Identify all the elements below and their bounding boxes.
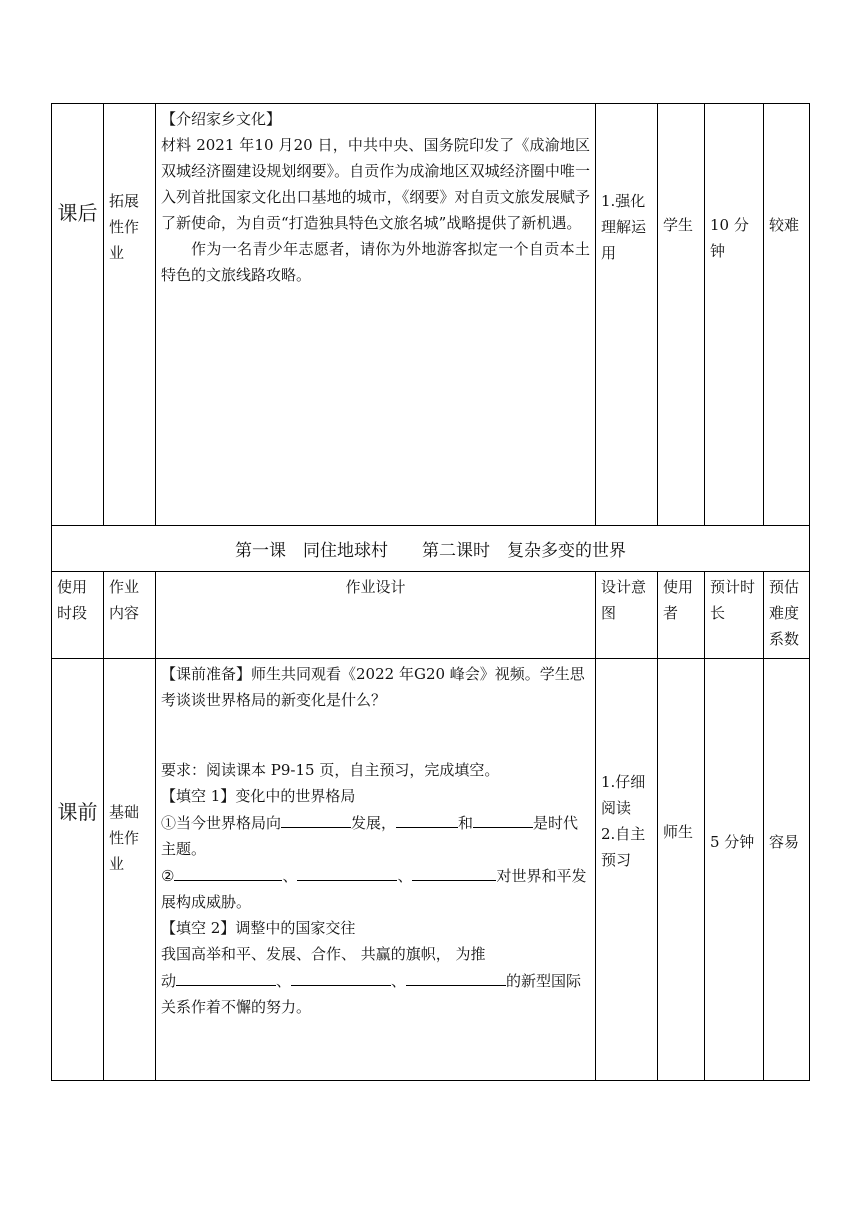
material-paragraph: 材料 2021 年10 月20 日，中共中央、国务院印发了《成渝地区双城经济圈建设规划纲要》。自贡作为成渝地区双城经济圈中唯一入列首批国家文化出口基地的城市，《纲要》对自贡文旅发展赋予了新使命，为自贡“打造独具特色文旅名城”战略提供了新机遇。 <box>161 136 590 232</box>
design-cell <box>156 659 596 1081</box>
fill2-heading: 【填空 2】 <box>161 919 236 937</box>
difficulty-cell <box>764 104 810 526</box>
fill1-question1 <box>161 809 590 862</box>
blank-field[interactable] <box>396 809 458 828</box>
blank-field[interactable] <box>297 862 397 881</box>
fill2-text-c: 的新型国际关系作着不懈的努力。 <box>161 972 582 1016</box>
after-class-row <box>52 104 810 526</box>
header-row <box>52 572 810 659</box>
user-text: 学生 <box>663 216 694 234</box>
fill2-text-line1: 我国高举和平、发展、合作、 共赢的旗帜， 为推 <box>161 945 486 963</box>
difficulty-text: 容易 <box>769 833 800 851</box>
category-text: 基础性作业 <box>109 803 140 873</box>
task-paragraph: 作为一名青少年志愿者，请你为外地游客拟定一个自贡本土特色的文旅线路攻略。 <box>161 240 590 284</box>
category-cell <box>104 104 156 526</box>
category-cell <box>104 659 156 1081</box>
homework-table <box>51 103 810 1081</box>
intent-2: 2.自主预习 <box>601 825 646 869</box>
q2-sep: 、 <box>282 867 298 885</box>
q1-text-b: 发展， <box>351 814 397 832</box>
duration-cell <box>705 659 764 1081</box>
q1-text-a: ①当今世界格局向 <box>161 814 282 832</box>
difficulty-cell <box>764 659 810 1081</box>
period-text: 课前 <box>57 800 98 824</box>
intent-cell <box>596 104 658 526</box>
prep-text: 师生共同观看《2022 年G20 峰会》视频。学生思考谈谈世界格局的新变化是什么？ <box>161 665 585 709</box>
blank-field[interactable] <box>176 967 276 986</box>
q1-text-c: 和 <box>458 814 474 832</box>
q2-sep: 、 <box>397 867 413 885</box>
intent-1: 1.仔细阅读 <box>601 773 646 817</box>
difficulty-text: 较难 <box>769 216 800 234</box>
q1-text-d: 是时代主题。 <box>161 814 579 858</box>
fill2-sep: 、 <box>391 972 407 990</box>
q2-text-a: ② <box>161 867 175 885</box>
fill1-title: 变化中的世界格局 <box>235 787 356 805</box>
fill1-heading: 【填空 1】 <box>161 787 236 805</box>
intent-cell <box>596 659 658 1081</box>
requirement-text: 要求：阅读课本 P9-15 页，自主预习，完成填空。 <box>161 761 500 779</box>
fill2-title-line <box>161 915 590 941</box>
header-design: 作业设计 <box>156 572 596 659</box>
blank-field[interactable] <box>473 809 533 828</box>
design-cell <box>156 104 596 526</box>
header-duration: 预计时长 <box>705 572 764 659</box>
duration-text: 10 分钟 <box>710 216 749 260</box>
user-text: 师生 <box>663 823 694 841</box>
spacer <box>161 713 590 757</box>
duration-cell <box>705 104 764 526</box>
lesson-title: 第一课 同住地球村 第二课时 复杂多变的世界 <box>52 526 810 572</box>
intent-text: 1.强化理解运用 <box>601 192 647 262</box>
fill2-text-b: 动 <box>161 972 177 990</box>
header-intent: 设计意图 <box>596 572 658 659</box>
q2-text-b: 对世界和平发展构成威胁。 <box>161 867 587 911</box>
header-user: 使用者 <box>658 572 705 659</box>
period-text: 课后 <box>57 201 98 225</box>
fill2-sep: 、 <box>276 972 292 990</box>
duration-text: 5 分钟 <box>710 833 755 851</box>
section-heading: 【介绍家乡文化】 <box>161 110 282 128</box>
blank-field[interactable] <box>281 809 351 828</box>
fill1-title-line <box>161 783 590 809</box>
fill2-title: 调整中的国家交往 <box>235 919 356 937</box>
blank-field[interactable] <box>291 967 391 986</box>
header-period: 使用时段 <box>52 572 104 659</box>
fill2-text-line2 <box>161 967 590 1020</box>
header-difficulty: 预估难度系数 <box>764 572 810 659</box>
prep-line <box>161 661 590 713</box>
fill1-question2 <box>161 862 590 915</box>
lesson-title-row <box>52 526 810 572</box>
blank-field[interactable] <box>412 862 496 881</box>
period-cell <box>52 659 104 1081</box>
header-content: 作业内容 <box>104 572 156 659</box>
before-class-row <box>52 659 810 1081</box>
blank-field[interactable] <box>406 967 506 986</box>
user-cell <box>658 659 705 1081</box>
blank-field[interactable] <box>174 862 282 881</box>
period-cell <box>52 104 104 526</box>
prep-heading: 【课前准备】 <box>161 665 252 683</box>
user-cell <box>658 104 705 526</box>
category-text: 拓展性作业 <box>109 192 140 262</box>
